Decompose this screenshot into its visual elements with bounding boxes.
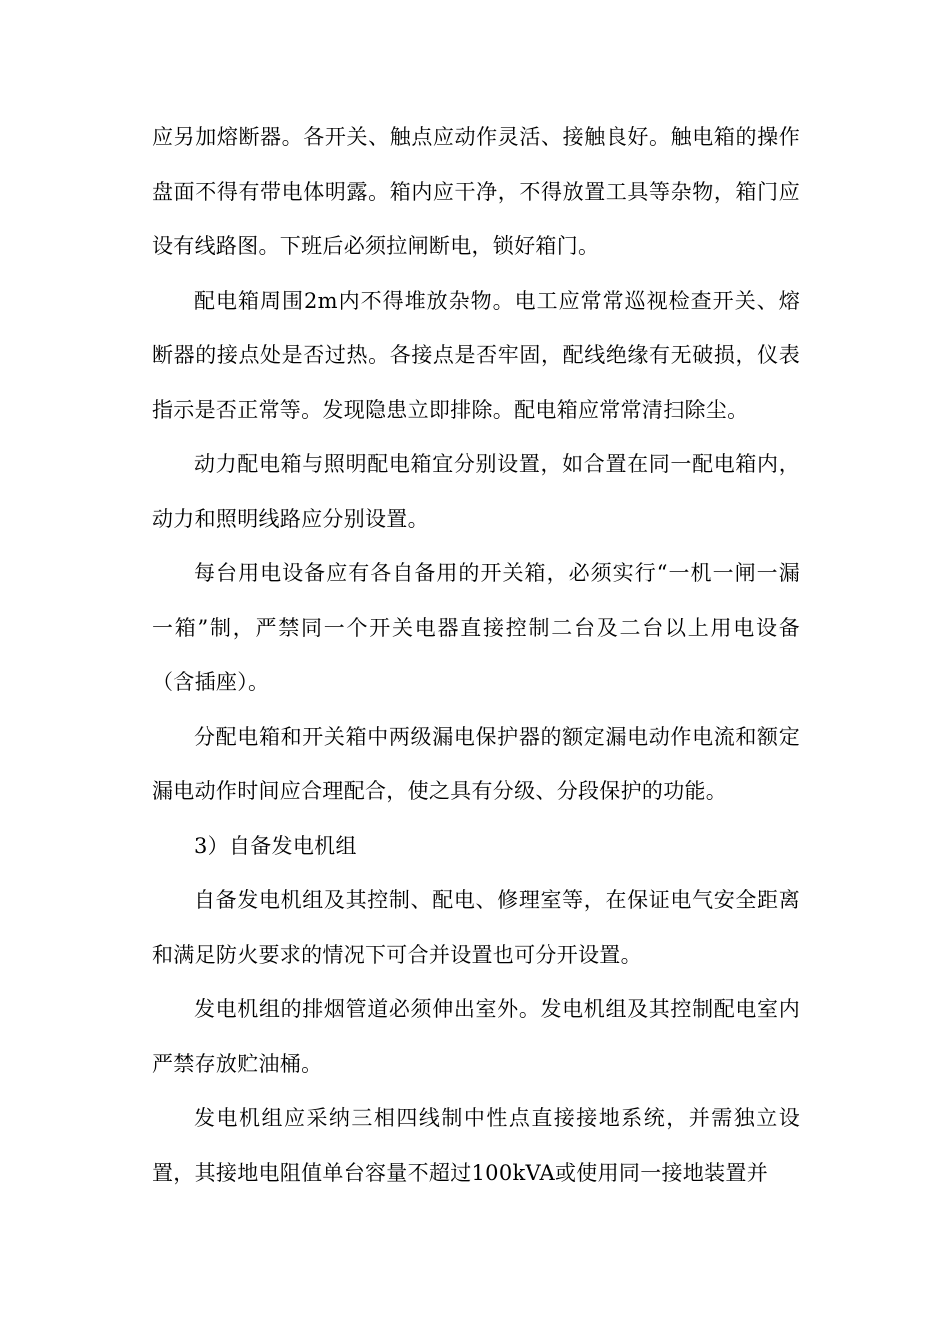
paragraph: 自备发电机组及其控制、配电、修理室等，在保证电气安全距离和满足防火要求的情况下可合并设置也可分开设置。	[152, 888, 800, 967]
paragraph: 分配电箱和开关箱中两级漏电保护器的额定漏电动作电流和额定漏电动作时间应合理配合，使之具有分级、分段保护的功能。	[152, 724, 800, 803]
paragraph: 动力配电箱与照明配电箱宜分别设置，如合置在同一配电箱内，动力和照明线路应分别设置。	[152, 452, 800, 531]
document-body	[152, 110, 800, 1200]
section-heading: 3）自备发电机组	[194, 833, 357, 858]
paragraph-continuation: 应另加熔断器。各开关、触点应动作灵活、接触良好。触电箱的操作盘面不得有带电体明露。箱内应干净，不得放置工具等杂物，箱门应设有线路图。下班后必须拉闸断电，锁好箱门。	[152, 125, 800, 258]
paragraph: 发电机组的排烟管道必须伸出室外。发电机组及其控制配电室内严禁存放贮油桶。	[152, 997, 800, 1076]
paragraph: 每台用电设备应有各自备用的开关箱，必须实行“一机一闸一漏一箱”制，严禁同一个开关电器直接控制二台及二台以上用电设备（含插座）。	[152, 561, 800, 694]
paragraph: 配电箱周围2m内不得堆放杂物。电工应常常巡视检查开关、熔断器的接点处是否过热。各接点是否牢固，配线绝缘有无破损，仪表指示是否正常等。发现隐患立即排除。配电箱应常常清扫除尘。	[152, 288, 800, 422]
paragraph: 发电机组应采纳三相四线制中性点直接接地系统，并需独立设置，其接地电阻值单台容量不超过100kVA或使用同一接地装置并	[152, 1106, 800, 1185]
